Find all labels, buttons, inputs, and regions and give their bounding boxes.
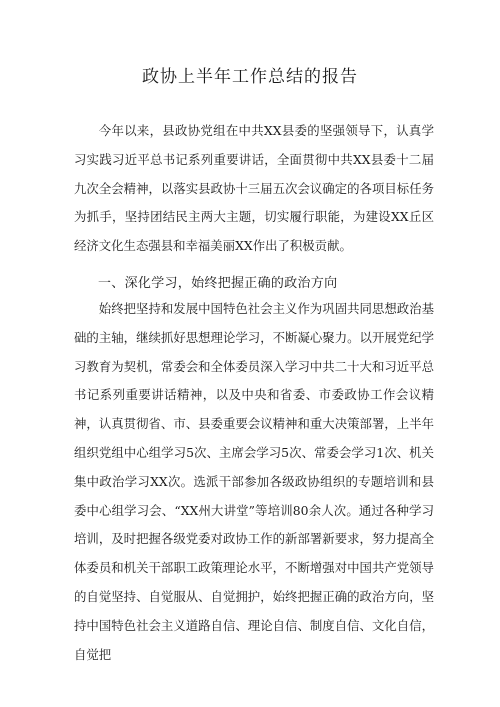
- section-heading: 一、深化学习，始终把握正确的政治方向: [98, 276, 338, 291]
- document-title: 政协上半年工作总结的报告: [142, 67, 358, 87]
- intro-paragraph: 今年以来，县政协党组在中共XX县委的坚强领导下，认真学习实践习近平总书记系列重要讲话，全面贯彻中共XX县委十二届九次全会精神，以落实县政协十三届五次会议确定的各项目标任务为抓手，坚持团结民主两大主题，切实履行职能，为建设XX丘区经济文化生态强县和幸福美丽XX作出了积极贡献。: [74, 123, 434, 254]
- section-paragraph: 始终把坚持和发展中国特色社会主义作为巩固共同思想政治基础的主轴，继续抓好思想理论学习，不断凝心聚力。以开展党纪学习教育为契机，常委会和全体委员深入学习中共二十大和习近平总书记系列重要讲话精神，以及中央和省委、市委政协工作会议精神，认真贯彻省、市、县委重要会议精神和重大决策部署，上半年组织党组中心组学习5次、主席会学习5次、常委会学习1次、机关集中政治学习XX次。选派干部参加各级政协组织的专题培训和县委中心组学习会、“XX州大讲堂”等培训80余人次。通过各种学习培训，及时把握各级党委对政协工作的新部署新要求，努力提高全体委员和机关干部职工政策理论水平，不断增强对中国共产党领导的自觉坚持、自觉服从、自觉拥护，始终把握正确的政治方向，坚持中国特色社会主义道路自信、理论自信、制度自信、文化自信，自觉把: [74, 301, 434, 662]
